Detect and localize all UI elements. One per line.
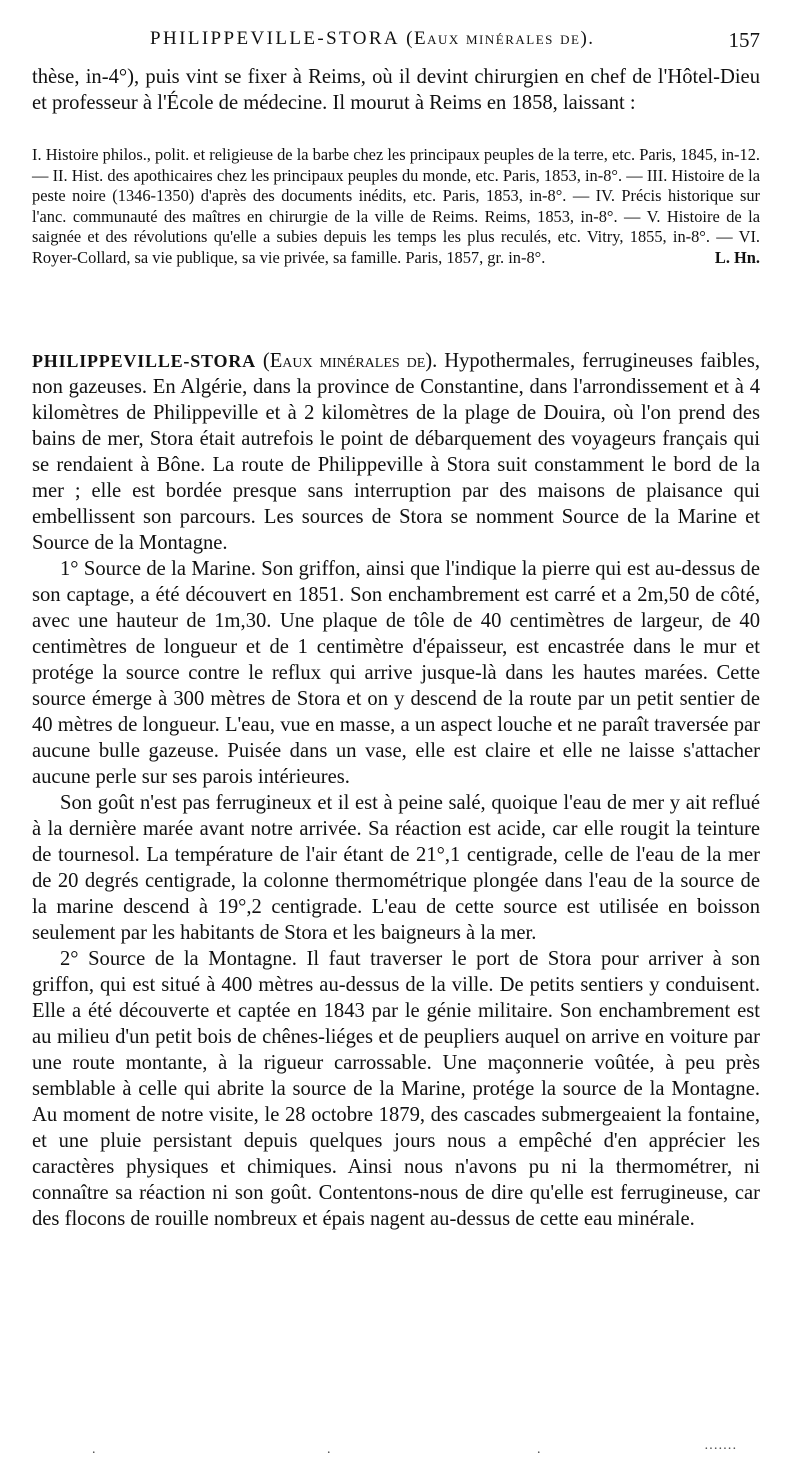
- paragraph-gout: Son goût n'est pas ferrugineux et il est à peine salé, quoique l'eau de mer y ait reflué à la dernière marée avant notre arrivée. Sa réaction est acide, car elle rougit la teinture de tournesol. La température de l'air étant de 21°,1 centigrade, celle de l'eau de la mer de 20 degrés centigrade, la colonne thermométrique plongée dans l'eau de la source de la marine descend à 19°,2 centigrade. L'eau de cette source est utilisée en boisson seulement par les habitants de Stora et les baigneurs à la mer.: [32, 792, 760, 944]
- print-mark: ·······: [704, 1442, 737, 1457]
- page-header: [32, 28, 760, 58]
- print-mark: .: [92, 1442, 96, 1457]
- bibliography-text: [32, 145, 760, 269]
- article-heading: PHILIPPEVILLE-STORA: [32, 351, 256, 371]
- paragraph-source-montagne: 2° Source de la Montagne. Il faut traverser le port de Stora pour arriver à son griffon, qui est situé à 400 mètres au-dessus de la ville. De petits sentiers y conduisent. Elle a été découverte et captée en 1843 par le génie militaire. Son enchambrement est au milieu d'un petit bois de chênes-liéges et de peupliers auquel on arrive en voiture par une route montante, à la rigueur carrossable. Une maçonnerie voûtée, à peu près semblable à celle qui abrite la source de la Marine, protége la source de la Montagne. Au moment de notre visite, le 28 octobre 1879, des cascades submergeaient la fontaine, et une pluie persistant depuis quelques jours nous a empêché d'en apprécier les caractères physiques et chimiques. Ainsi nous n'avons pu ni la thermométrer, ni connaître sa réaction ni son goût. Contentons-nous de dire qu'elle est ferrugineuse, car des flocons de rouille nombreux et épais nagent au-dessus de cette eau minérale.: [32, 948, 760, 1230]
- continuation-text: thèse, in-4°), puis vint se fixer à Reims, où il devint chirurgien en chef de l'Hôtel-Dieu et professeur à l'École de médecine. Il mourut à Reims en 1858, laissant :: [32, 66, 760, 114]
- continuation-paragraph: [32, 64, 760, 116]
- print-mark: .: [327, 1442, 331, 1457]
- running-title-main: PHILIPPEVILLE-STORA: [150, 28, 399, 49]
- running-title: [150, 28, 595, 50]
- bibliography-note: [32, 145, 760, 269]
- paragraph-source-marine: 1° Source de la Marine. Son griffon, ainsi que l'indique la pierre qui est au-dessus de son captage, a été découvert en 1851. Son enchambrement est carré et a 2m,50 de côté, avec une hauteur de 1m,30. Une plaque de tôle de 40 centimètres de largeur, de 40 centimètres de longueur et de 1 centimètre d'épaisseur, est encastrée dans le mur et protége la source contre le reflux qui arrive jusque-là dans les hautes marées. Cette source émerge à 300 mètres de Stora et on y descend de la route par un petit sentier de 40 mètres de longueur. L'eau, vue en masse, a un aspect louche et ne paraît traversée par aucune bulle gazeuse. Puisée dans un vase, elle est claire et elle ne laisse s'attacher aucune perle sur ses parois intérieures.: [32, 558, 760, 788]
- article-intro: Hypothermales, ferrugineuses faibles, non gazeuses. En Algérie, dans la province de Constantine, dans l'arrondissement et à 4 kilomètres de Philippeville et à 2 kilomètres de la plage de Douira, où l'on prend des bains de mer, Stora était autrefois le point de débarquement des voyageurs français qui se rendaient à Bône. La route de Philippeville à Stora suit constamment le bord de la mer ; elle est bordée presque sans interruption par des maisons de plaisance qui embellissent son parcours. Les sources de Stora se nomment Source de la Marine et Source de la Montagne.: [32, 350, 760, 554]
- author-signature: L. Hn.: [714, 247, 760, 267]
- print-mark: .: [537, 1442, 541, 1457]
- article-heading-sub: (Eaux minérales de).: [262, 350, 438, 372]
- bibliography-list: I. Histoire philos., polit. et religieuse de la barbe chez les principaux peuples de la terre, etc. Paris, 1845, in-12. — II. Hist. des apothicaires chez les principaux peuples du monde, etc. Paris, 1853, in-8°. — III. Histoire de la peste noire (1346-1350) d'après des documents inédits, etc. Paris, 1853, in-8°. — IV. Précis historique sur l'anc. communauté des maîtres en chirurgie de la ville de Reims. Reims, 1853, in-8°. — V. Histoire de la saignée et des révolutions qu'elle a subies depuis les temps les plus reculés, etc. Vitry, 1855, in-8°. — VI. Royer-Collard, sa vie publique, sa vie privée, sa famille. Paris, 1857, gr. in-8°.: [32, 145, 760, 267]
- article-body: [32, 348, 760, 1232]
- page-number: 157: [728, 28, 760, 52]
- footer-print-marks: [32, 1442, 760, 1457]
- article-intro-paragraph: [32, 348, 760, 556]
- running-title-sub: (Eaux minérales de).: [406, 28, 595, 49]
